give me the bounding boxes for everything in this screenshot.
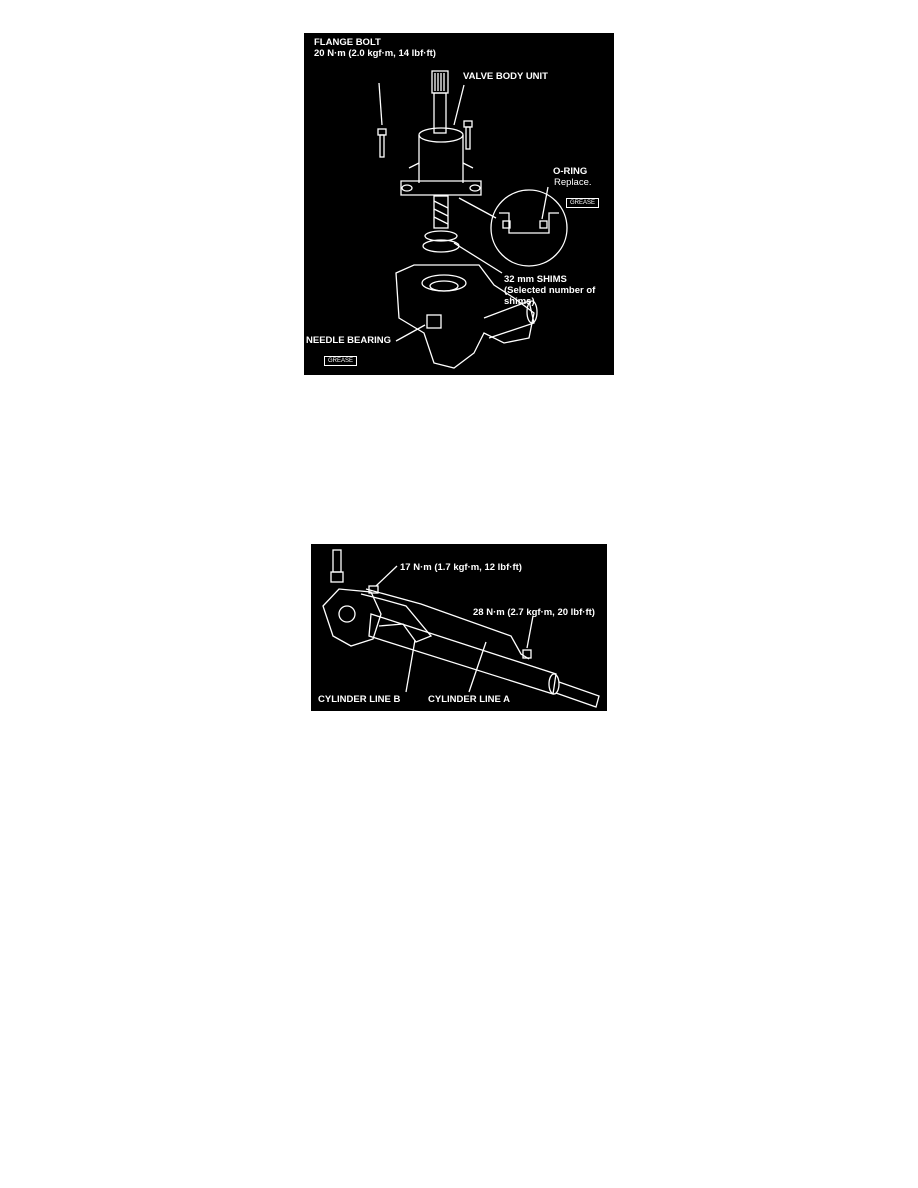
o-ring-right — [540, 221, 547, 228]
flare-nut-right — [523, 650, 531, 658]
cylinder-line-a — [366, 589, 529, 659]
needle-bearing-label: NEEDLE BEARING — [306, 335, 391, 346]
tie-rod — [556, 682, 599, 707]
flange-bolt-title: FLANGE BOLT — [314, 37, 381, 48]
needle-bearing — [427, 315, 441, 328]
valve-body-flange — [401, 181, 481, 195]
pinion-shaft — [434, 93, 446, 133]
input-shaft — [333, 550, 341, 572]
o-ring-title: O-RING — [553, 166, 588, 177]
shim-lower — [423, 240, 459, 252]
valve-body-top — [419, 128, 463, 142]
rack-housing — [369, 614, 556, 694]
cylinder-lines-diagram — [311, 544, 607, 711]
shims-label-2: (Selected number of — [504, 285, 596, 296]
flange-bolt-right — [464, 121, 472, 127]
grease-icon-oring: GREASE — [566, 198, 599, 208]
valve-body-diagram — [304, 33, 614, 375]
flange-bolt-left — [378, 129, 386, 135]
flange-bolt-torque: 20 N·m (2.0 kgf·m, 14 lbf·ft) — [314, 48, 436, 59]
cylinder-line-b-label: CYLINDER LINE B — [318, 694, 401, 705]
torque-upper-label: 17 N·m (1.7 kgf·m, 12 lbf·ft) — [400, 562, 522, 573]
grease-icon-bearing: GREASE — [324, 356, 357, 366]
cylinder-line-a-label: CYLINDER LINE A — [428, 694, 510, 705]
valve-body-unit-label: VALVE BODY UNIT — [463, 71, 548, 82]
shims-label-1: 32 mm SHIMS — [504, 274, 567, 285]
torque-right-label: 28 N·m (2.7 kgf·m, 20 lbf·ft) — [473, 607, 595, 618]
shims-label-3: shims) — [504, 296, 535, 307]
cylinder-line-b — [361, 594, 431, 642]
o-ring-note: Replace. — [554, 177, 592, 188]
